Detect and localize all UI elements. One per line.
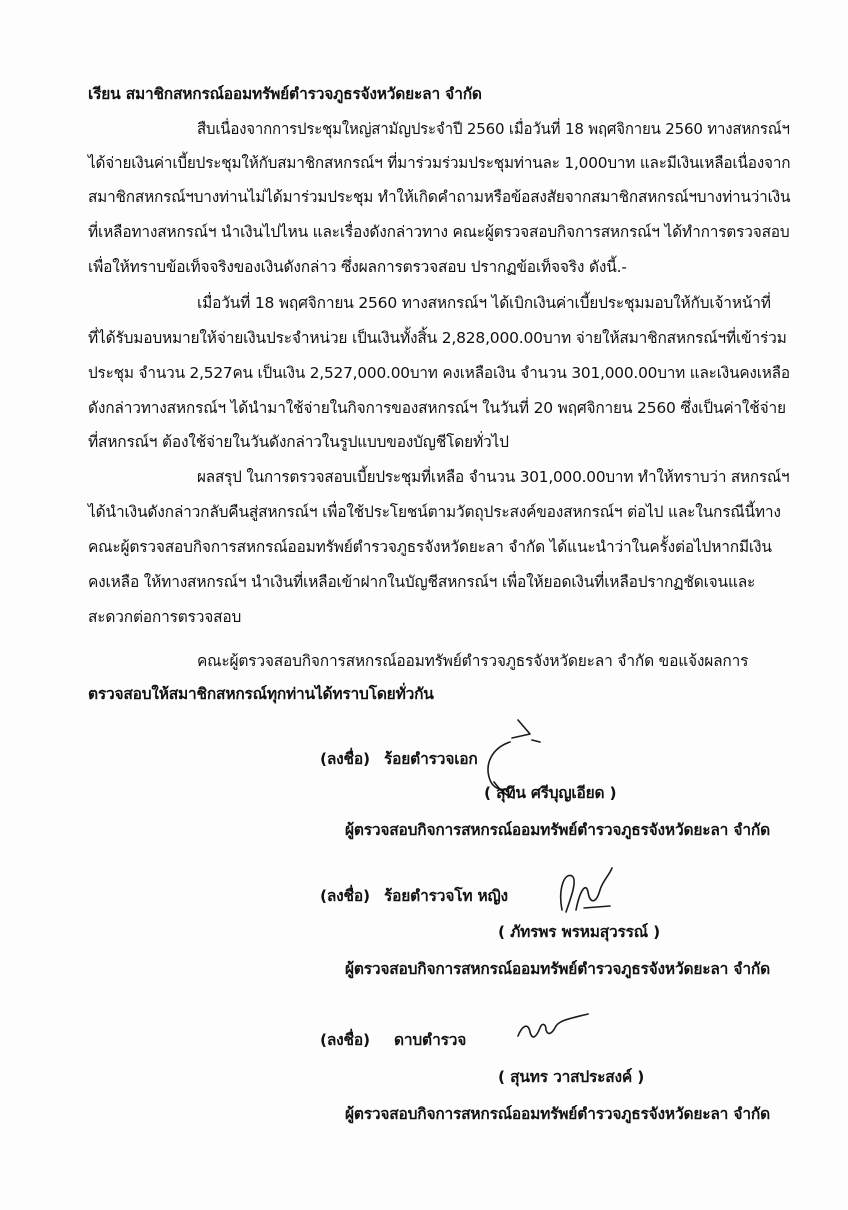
- paragraph-4-line-1: คณะผู้ตรวจสอบกิจการสหกรณ์ออมทรัพย์ตำรวจภูธรจังหวัดยะลา จำกัด ขอแจ้งผลการ: [197, 652, 749, 670]
- paragraph-3-line-4: คงเหลือ ให้ทางสหกรณ์ฯ นำเงินที่เหลือเข้าฝากในบัญชีสหกรณ์ฯ เพื่อให้ยอดเงินที่เหลือปรากฏชัดเจนและ: [88, 573, 756, 591]
- paragraph-1-line-1: สืบเนื่องจากการประชุมใหญ่สามัญประจำปี 2560 เมื่อวันที่ 18 พฤศจิกายน 2560 ทางสหกรณ์ฯ: [197, 120, 790, 138]
- signature-1-rank: ร้อยตำรวจเอก: [384, 750, 478, 768]
- signature-2-name: ( ภัทรพร พรหมสุวรรณ์ ): [498, 923, 661, 941]
- signature-2-position: ผู้ตรวจสอบกิจการสหกรณ์ออมทรัพย์ตำรวจภูธรจังหวัดยะลา จำกัด: [345, 960, 770, 978]
- paragraph-3-line-5: สะดวกต่อการตรวจสอบ: [88, 608, 242, 626]
- signature-2-rank: ร้อยตำรวจโท หญิง: [384, 887, 508, 905]
- paragraph-3-line-3: คณะผู้ตรวจสอบกิจการสหกรณ์ออมทรัพย์ตำรวจภูธรจังหวัดยะลา จำกัด ได้แนะนำว่าในครั้งต่อไปหากมีเงิน: [88, 538, 772, 556]
- signature-1-name: ( สุทิน ศรีบุญเอียด ): [484, 784, 617, 802]
- paragraph-3-line-2: ได้นำเงินดังกล่าวกลับคืนสู่สหกรณ์ฯ เพื่อใช้ประโยชน์ตามวัตถุประสงค์ของสหกรณ์ฯ ต่อไป และในกรณีนี้ทาง: [88, 503, 781, 521]
- signature-2-label: (ลงชื่อ): [320, 887, 370, 905]
- signature-3-rank: ดาบตำรวจ: [394, 1031, 467, 1049]
- paragraph-1-line-5: เพื่อให้ทราบข้อเท็จจริงของเงินดังกล่าว ซึ่งผลการตรวจสอบ ปรากฏข้อเท็จจริง ดังนี้.-: [88, 258, 627, 276]
- signature-1-position: ผู้ตรวจสอบกิจการสหกรณ์ออมทรัพย์ตำรวจภูธรจังหวัดยะลา จำกัด: [345, 821, 770, 839]
- paragraph-1-line-2: ได้จ่ายเงินค่าเบี้ยประชุมให้กับสมาชิกสหกรณ์ฯ ที่มาร่วมร่วมประชุมท่านละ 1,000บาท และมีเงินเหลือเนื่องจาก: [88, 154, 791, 172]
- paragraph-1-line-4: ที่เหลือทางสหกรณ์ฯ นำเงินไปไหน และเรื่องดังกล่าวทาง คณะผู้ตรวจสอบกิจการสหกรณ์ฯ ได้ทำการตรวจสอบ: [88, 223, 790, 241]
- paragraph-3-line-1: ผลสรุป ในการตรวจสอบเบี้ยประชุมที่เหลือ จำนวน 301,000.00บาท ทำให้ทราบว่า สหกรณ์ฯ: [197, 468, 790, 486]
- paragraph-2-line-4: ดังกล่าวทางสหกรณ์ฯ ได้นำมาใช้จ่ายในกิจการของสหกรณ์ฯ ในวันที่ 20 พฤศจิกายน 2560 ซึ่งเป็นค่าใช้จ่าย: [88, 399, 786, 417]
- signature-3-label: (ลงชื่อ): [320, 1031, 370, 1049]
- signature-3-image: [512, 1008, 602, 1048]
- signature-3-position: ผู้ตรวจสอบกิจการสหกรณ์ออมทรัพย์ตำรวจภูธรจังหวัดยะลา จำกัด: [345, 1105, 770, 1123]
- paragraph-4-line-2: ตรวจสอบให้สมาชิกสหกรณ์ทุกท่านได้ทราบโดยทั่วกัน: [88, 685, 434, 703]
- salutation: เรียน สมาชิกสหกรณ์ออมทรัพย์ตำรวจภูธรจังหวัดยะลา จำกัด: [88, 85, 482, 103]
- paragraph-1-line-3: สมาชิกสหกรณ์ฯบางท่านไม่ได้มาร่วมประชุม ทำให้เกิดคำถามหรือข้อสงสัยจากสมาชิกสหกรณ์ฯบางท่านว่าเงิน: [88, 188, 791, 206]
- paragraph-2-line-1: เมื่อวันที่ 18 พฤศจิกายน 2560 ทางสหกรณ์ฯ ได้เบิกเงินค่าเบี้ยประชุมมอบให้กับเจ้าหน้าที่: [197, 294, 771, 312]
- paragraph-2-line-5: ที่สหกรณ์ฯ ต้องใช้จ่ายในวันดังกล่าวในรูปแบบของบัญชีโดยทั่วไป: [88, 433, 509, 451]
- signature-3-name: ( สุนทร วาสประสงค์ ): [498, 1068, 645, 1086]
- signature-1-label: (ลงชื่อ): [320, 750, 370, 768]
- signature-2-image: [540, 860, 620, 920]
- paragraph-2-line-2: ที่ได้รับมอบหมายให้จ่ายเงินประจำหน่วย เป็นเงินทั้งสิ้น 2,828,000.00บาท จ่ายให้สมาชิกสหกรณ์ฯที่เข้าร่วม: [88, 329, 787, 347]
- paragraph-2-line-3: ประชุม จำนวน 2,527คน เป็นเงิน 2,527,000.00บาท คงเหลือเงิน จำนวน 301,000.00บาท และเงินคงเหลือ: [88, 364, 790, 382]
